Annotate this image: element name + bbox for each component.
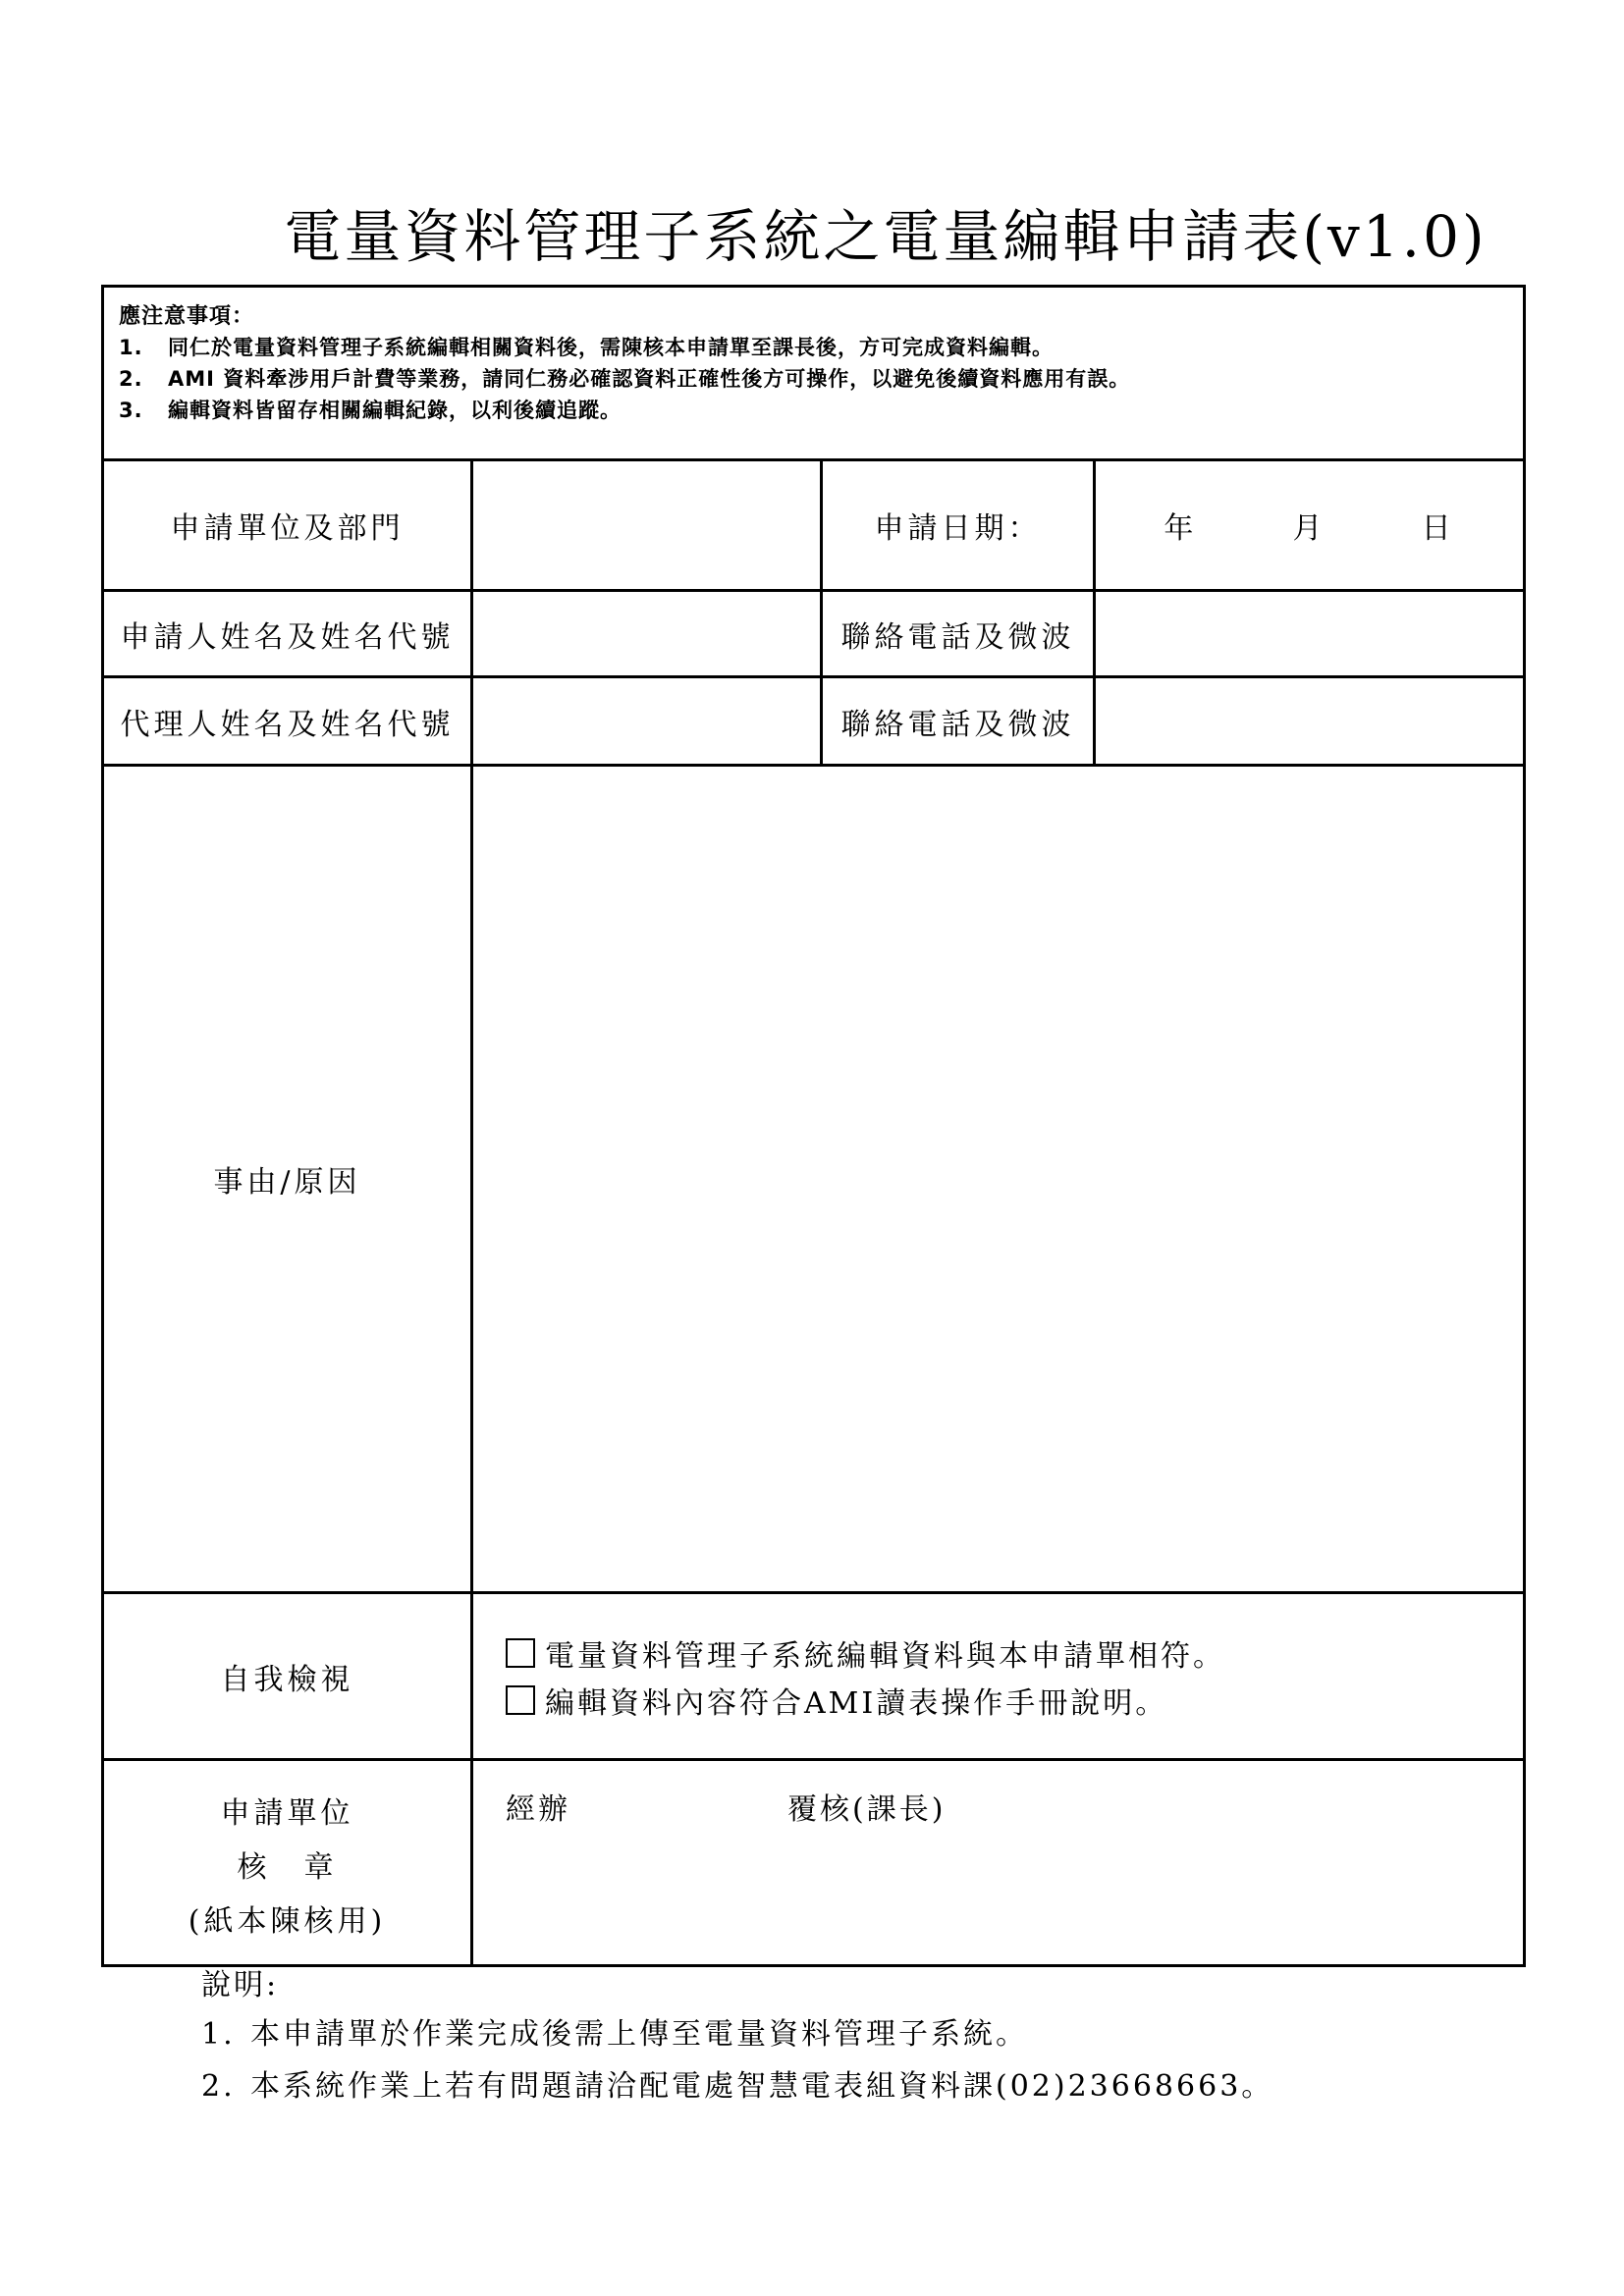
explanation-number: 1.: [201, 2017, 236, 2052]
note-number: 3.: [119, 399, 143, 422]
note-number: 1.: [119, 336, 143, 359]
date-month-label: 月: [1292, 511, 1326, 546]
proxy-phone-label: 聯絡電話及微波: [822, 677, 1095, 766]
stamp-label: [103, 1760, 472, 1966]
note-item: [119, 363, 1513, 395]
proxy-row: [103, 677, 1525, 766]
application-form-table: [101, 285, 1526, 1967]
notes-heading: 應注意事項：: [119, 304, 255, 329]
self-check-cell: [472, 1593, 1525, 1760]
date-label: 申請日期：: [822, 460, 1095, 591]
reviewer-label: 覆核(課長): [787, 1792, 947, 1827]
note-number: 2.: [119, 367, 143, 391]
explanation-item: [201, 2060, 1273, 2112]
applicant-input[interactable]: [472, 591, 822, 677]
stamp-label-line: 核 章: [237, 1850, 338, 1885]
explanation-text: 本申請單於作業完成後需上傳至電量資料管理子系統。: [250, 2017, 1028, 2052]
self-check-row: [103, 1593, 1525, 1760]
checkbox-icon[interactable]: [506, 1685, 535, 1715]
self-check-item[interactable]: [506, 1677, 1523, 1724]
note-text: 編輯資料皆留存相關編輯紀錄，以利後續追蹤。: [168, 399, 622, 422]
explanation-heading: 說明:: [201, 1968, 280, 2002]
applicant-row: [103, 591, 1525, 677]
explanation-item: [201, 2008, 1273, 2060]
proxy-phone-input[interactable]: [1095, 677, 1525, 766]
proxy-label: 代理人姓名及姓名代號: [103, 677, 472, 766]
unit-input[interactable]: [472, 460, 822, 591]
explanation-text: 本系統作業上若有問題請洽配電處智慧電表組資料課(02)23668663。: [250, 2069, 1274, 2104]
proxy-input[interactable]: [472, 677, 822, 766]
date-day-label: 日: [1421, 511, 1455, 546]
date-input[interactable]: [1095, 460, 1525, 591]
note-item: [119, 332, 1513, 363]
stamp-label-line: 申請單位: [220, 1796, 354, 1831]
unit-label: 申請單位及部門: [103, 460, 472, 591]
note-text: AMI 資料牽涉用戶計費等業務，請同仁務必確認資料正確性後方可操作，以避免後續資料應用有誤。: [168, 367, 1131, 391]
self-check-text: 編輯資料內容符合AMI讀表操作手冊說明。: [545, 1685, 1168, 1721]
date-year-label: 年: [1164, 511, 1198, 546]
checkbox-icon[interactable]: [506, 1638, 535, 1668]
unit-date-row: [103, 460, 1525, 591]
applicant-phone-input[interactable]: [1095, 591, 1525, 677]
form-title: 電量資料管理子系統之電量編輯申請表(v1.0): [284, 203, 1488, 270]
reason-input[interactable]: [472, 766, 1525, 1593]
applicant-label: 申請人姓名及姓名代號: [103, 591, 472, 677]
notes-cell: [103, 287, 1525, 460]
stamp-row: [103, 1760, 1525, 1966]
self-check-text: 電量資料管理子系統編輯資料與本申請單相符。: [545, 1638, 1225, 1674]
stamp-label-line: (紙本陳核用): [188, 1904, 387, 1939]
explanation-section: [201, 1963, 1273, 2112]
explanation-number: 2.: [201, 2069, 236, 2104]
reason-label: 事由/原因: [103, 766, 472, 1593]
notes-row: [103, 287, 1525, 460]
applicant-phone-label: 聯絡電話及微波: [822, 591, 1095, 677]
handler-label: 經辦: [506, 1792, 570, 1827]
note-text: 同仁於電量資料管理子系統編輯相關資料後，需陳核本申請單至課長後，方可完成資料編輯。: [168, 336, 1054, 359]
reason-row: [103, 766, 1525, 1593]
note-item: [119, 395, 1513, 426]
self-check-item[interactable]: [506, 1629, 1523, 1677]
stamp-area[interactable]: [472, 1760, 1525, 1966]
self-check-label: 自我檢視: [103, 1593, 472, 1760]
